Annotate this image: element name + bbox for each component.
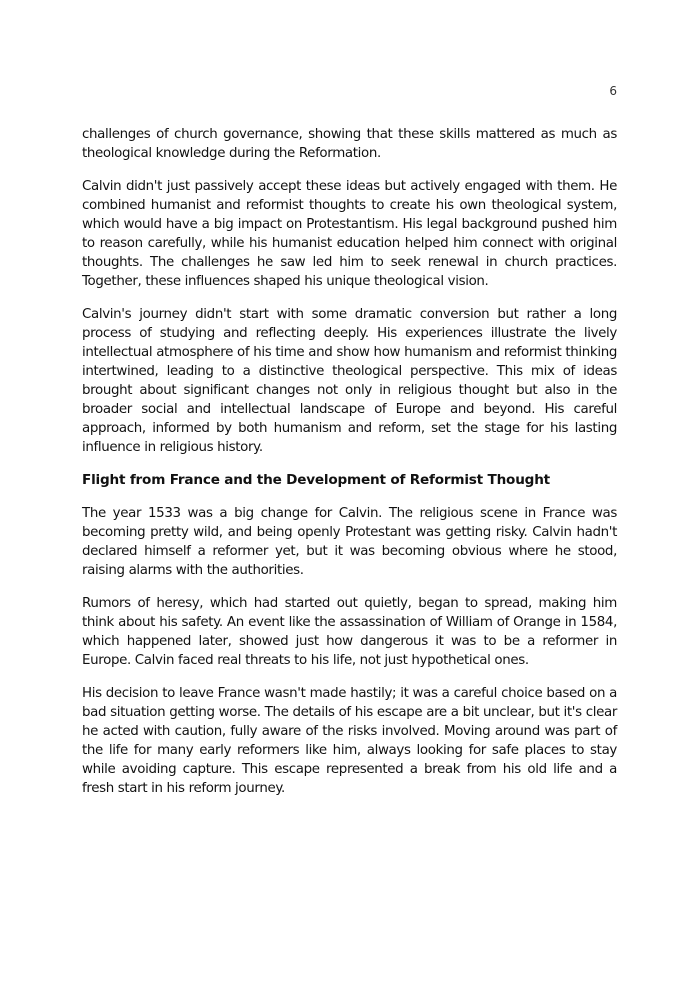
paragraph-calvin-journey: Calvin's journey didn't start with some dramatic conversion but rather a long process of studying and reflecting deeply. His experiences illustrate the lively intellectual atmosphere of his time and show how humanism and reformist thinking intertwined, leading to a distinctive theological perspective. This mix of ideas brought about significant changes not only in religious thought but also in the broader social and intellectual landscape of Europe and beyond. His careful approach, informed by both humanism and reform, set the stage for his lasting influence in religious history. bbox=[82, 307, 617, 455]
section-heading: Flight from France and the Development of Reformist Thought bbox=[82, 472, 550, 488]
paragraph-calvin-engagement: Calvin didn't just passively accept these ideas but actively engaged with them. He combined humanist and reformist thoughts to create his own theological system, which would have a big impact on Protestantism. His legal background pushed him to reason carefully, while his humanist education helped him connect with original thoughts. The challenges he saw led him to seek renewal in church practices. Together, these influences shaped his unique theological vision. bbox=[82, 179, 617, 289]
paragraph-church-governance: challenges of church governance, showing that these skills mattered as much as theological knowledge during the Reformation. bbox=[82, 127, 617, 161]
paragraph-year-1533: The year 1533 was a big change for Calvin. The religious scene in France was becoming pretty wild, and being openly Protestant was getting risky. Calvin hadn't declared himself a reformer yet, but it was becoming obvious where he stood, raising alarms with the authorities. bbox=[82, 506, 617, 578]
paragraph-rumors-heresy: Rumors of heresy, which had started out quietly, began to spread, making him think about his safety. An event like the assassination of William of Orange in 1584, which happened later, showed just how dangerous it was to be a reformer in Europe. Calvin faced real threats to his life, not just hypothetical ones. bbox=[82, 596, 617, 668]
page-content bbox=[82, 125, 617, 812]
paragraph-decision-leave: His decision to leave France wasn't made hastily; it was a careful choice based on a bad situation getting worse. The details of his escape are a bit unclear, but it's clear he acted with caution, fully aware of the risks involved. Moving around was part of the life for many early reformers like him, always looking for safe places to stay while avoiding capture. This escape represented a break from his old life and a fresh start in his reform journey. bbox=[82, 686, 617, 796]
page-number: 6 bbox=[609, 84, 617, 98]
